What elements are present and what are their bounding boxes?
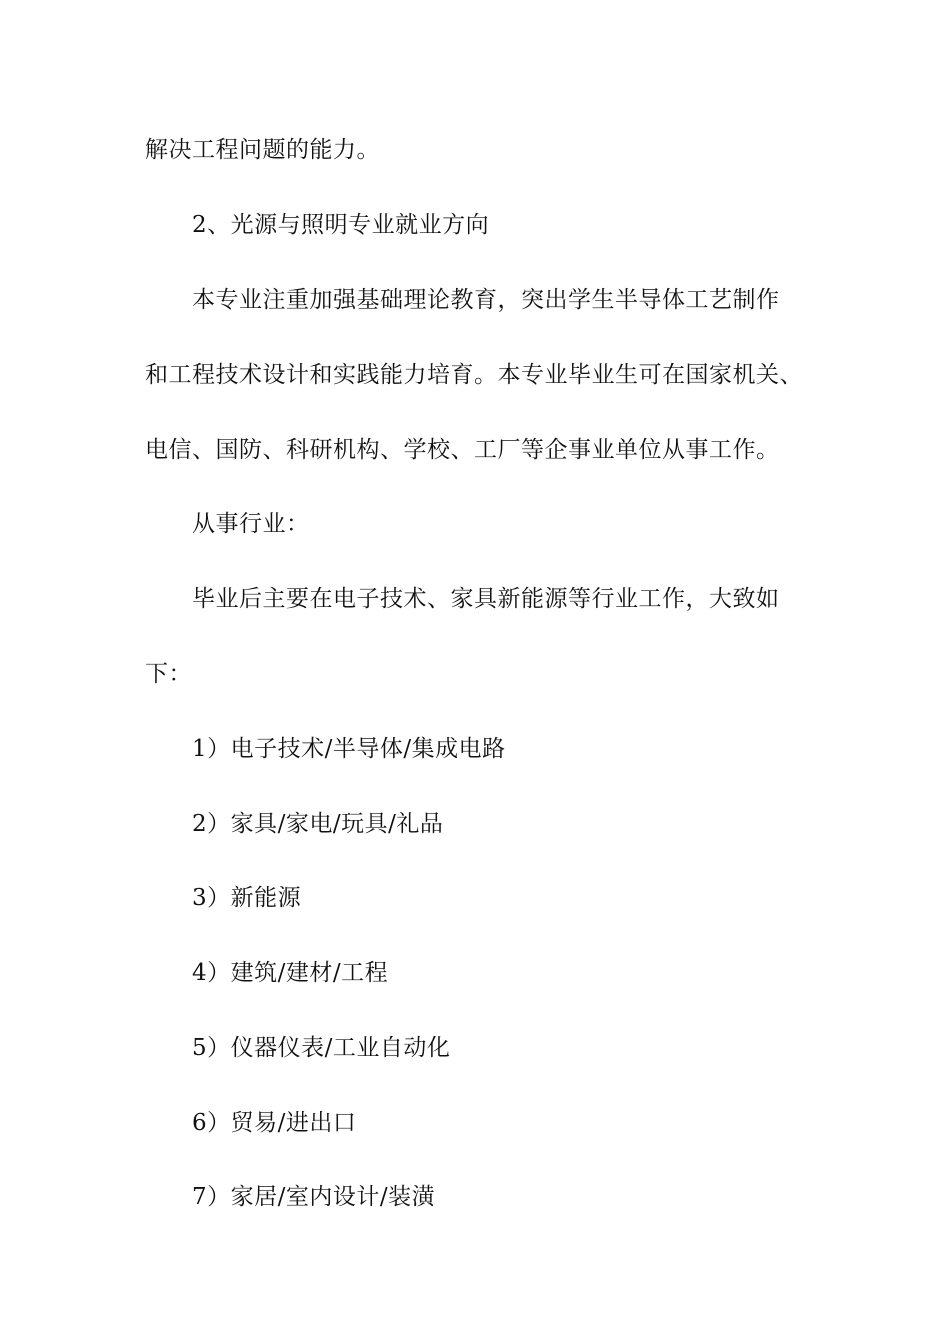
paragraph-line: 本专业注重加强基础理论教育，突出学生半导体工艺制作 bbox=[192, 287, 780, 313]
paragraph-line: 下： bbox=[145, 661, 192, 687]
list-item: 2）家具/家电/玩具/礼品 bbox=[192, 811, 444, 837]
subheading: 从事行业： bbox=[192, 511, 310, 537]
list-item: 5）仪器仪表/工业自动化 bbox=[192, 1035, 451, 1061]
list-item: 7）家居/室内设计/装潢 bbox=[192, 1184, 436, 1210]
list-item: 1）电子技术/半导体/集成电路 bbox=[192, 736, 506, 762]
paragraph-line: 毕业后主要在电子技术、家具新能源等行业工作，大致如 bbox=[192, 586, 780, 612]
paragraph-line: 电信、国防、科研机构、学校、工厂等企事业单位从事工作。 bbox=[145, 437, 780, 463]
list-item: 3）新能源 bbox=[192, 885, 302, 911]
paragraph-line: 解决工程问题的能力。 bbox=[145, 137, 380, 163]
list-item: 6）贸易/进出口 bbox=[192, 1110, 357, 1136]
paragraph-line: 和工程技术设计和实践能力培育。本专业毕业生可在国家机关、 bbox=[145, 362, 803, 388]
list-item: 4）建筑/建材/工程 bbox=[192, 960, 389, 986]
section-heading: 2、光源与照明专业就业方向 bbox=[192, 212, 490, 238]
